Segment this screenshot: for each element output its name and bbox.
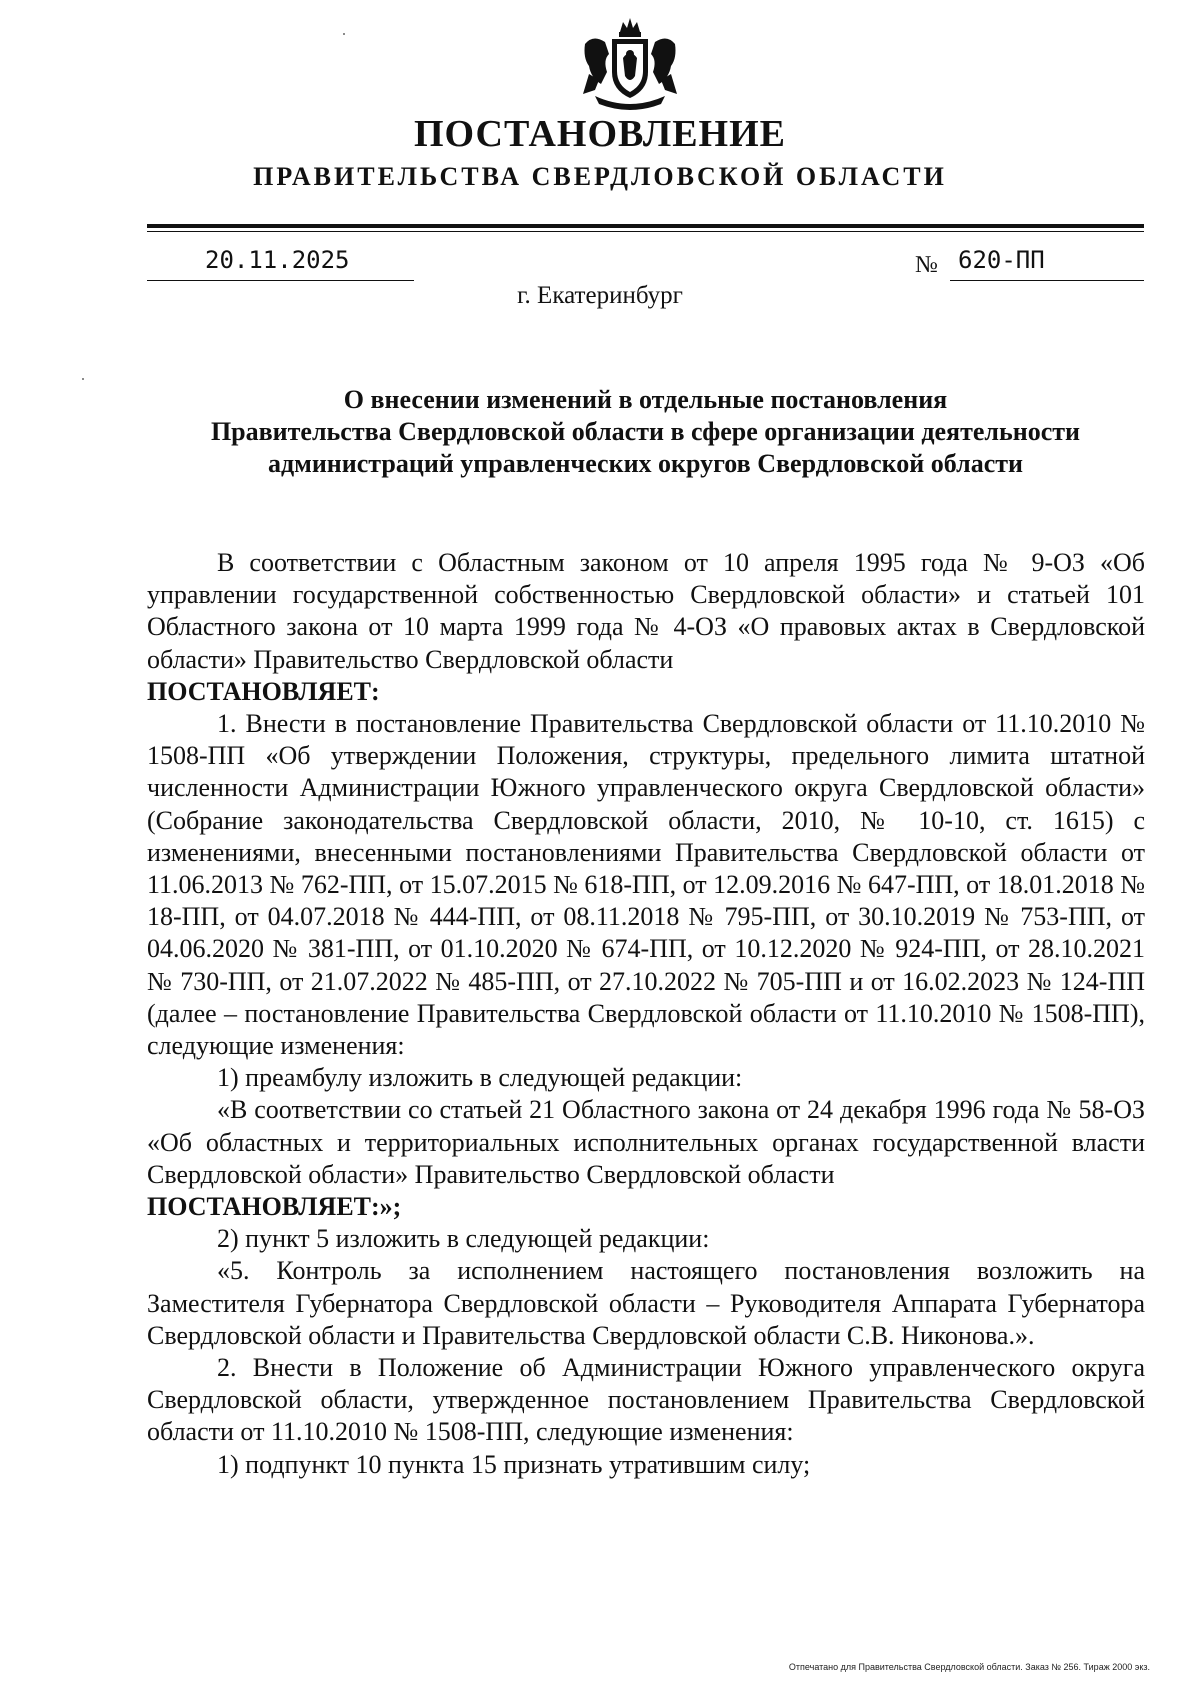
subparagraph-1-2: 2) пункт 5 изложить в следующей редакции: — [217, 1224, 710, 1254]
paragraph-1: 1. Внести в постановление Правительства Свердловской области от 11.10.2010 № 1508-ПП «Об утверждении Положения, структуры, предельного лимита штатной численности Администрации Южного управленческого округа Свердловской области» (Собрание законодательства Свердловской области, 2010, № 10-10, ст. 1615) с изменениями, внесенными постановлениями Правительства Свердловской области от 11.06.2013 № 762-ПП, от 15.07.2015 № 618-ПП, от 12.09.2016 № 647-ПП, от 18.01.2018 № 18-ПП, от 04.07.2018 № 444-ПП, от 08.11.2018 № 795-ПП, от 30.10.2019 № 753-ПП, от 04.06.2020 № 381-ПП, от 01.10.2020 № 674-ПП, от 10.12.2020 № 924-ПП, от 28.10.2021 № 730-ПП, от 21.07.2022 № 485-ПП, от 27.10.2022 № 705-ПП и от 16.02.2023 № 124-ПП (далее – постановление Правительства Свердловской области от 11.10.2010 № 1508-ПП), следующие изменения: — [147, 709, 1145, 1061]
document-body — [147, 547, 1145, 1481]
document-date: 20.11.2025 — [205, 246, 350, 274]
document-heading — [147, 384, 1144, 480]
heading-line: Правительства Свердловской области в сфере организации деятельности — [210, 417, 1081, 446]
print-footer: Отпечатано для Правительства Свердловской области. Заказ № 256. Тираж 2000 экз. — [788, 1662, 1150, 1672]
quoted-item-5: «5. Контроль за исполнением настоящего постановления возложить на Заместителя Губернатора Свердловской области – Руководителя Аппарата Губернатора Свердловской области и Правительства Свердловской области С.В. Никонова.». — [147, 1256, 1145, 1350]
scan-speck — [343, 33, 345, 35]
date-underline — [147, 280, 414, 281]
paragraph-2: 2. Внести в Положение об Администрации Южного управленческого округа Свердловской области, утвержденное постановлением Правительства Свердловской области от 11.10.2010 № 1508-ПП, следующие изменения: — [147, 1353, 1145, 1447]
coat-of-arms-icon — [575, 14, 685, 114]
heading-line: О внесении изменений в отдельные постановления — [343, 385, 948, 414]
resolves-heading: ПОСТАНОВЛЯЕТ: — [147, 676, 380, 706]
quoted-preamble: «В соответствии со статьей 21 Областного закона от 24 декабря 1996 года № 58-ОЗ «Об областных и территориальных исполнительных органах государственной власти Свердловской области» Правительство Свердловской области — [147, 1095, 1145, 1189]
issuing-authority: ПРАВИТЕЛЬСТВА СВЕРДЛОВСКОЙ ОБЛАСТИ — [253, 162, 947, 191]
number-sign: № — [915, 252, 938, 278]
document-number: 620-ПП — [958, 246, 1045, 274]
document-type-title: ПОСТАНОВЛЕНИЕ — [413, 113, 787, 155]
header-divider-thin — [147, 231, 1144, 232]
subparagraph-1-1: 1) преамбулу изложить в следующей редакции: — [217, 1063, 743, 1093]
scan-speck — [82, 378, 84, 380]
number-underline — [950, 280, 1144, 281]
subparagraph-2-1: 1) подпункт 10 пункта 15 признать утратившим силу; — [217, 1449, 811, 1479]
heading-line: администраций управленческих округов Свердловской области — [267, 449, 1024, 478]
city: г. Екатеринбург — [517, 282, 683, 309]
quoted-resolves: ПОСТАНОВЛЯЕТ:»; — [147, 1192, 402, 1222]
header-divider-thick — [147, 224, 1144, 228]
preamble-paragraph: В соответствии с Областным законом от 10 апреля 1995 года № 9-ОЗ «Об управлении государственной собственностью Свердловской области» и статьей 101 Областного закона от 10 марта 1999 года № 4-ОЗ «О правовых актах в Свердловской области» Правительство Свердловской области — [147, 548, 1145, 674]
